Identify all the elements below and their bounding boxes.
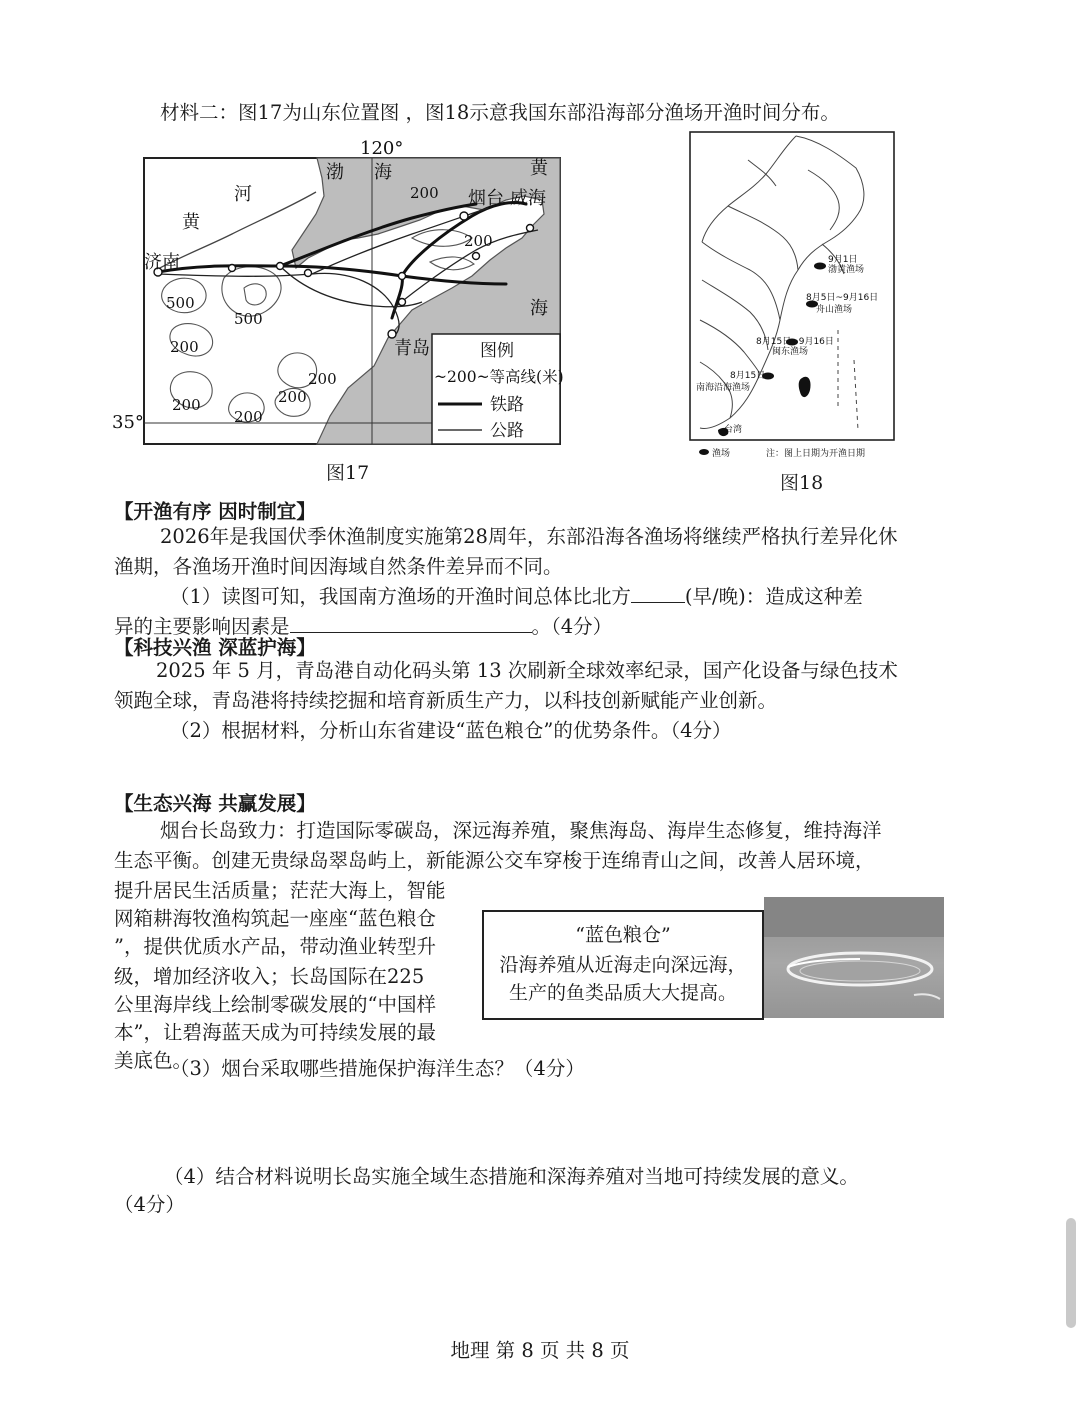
fishery-name: 渤黄渔场 [828,265,865,275]
paragraph-line: ”，提供优质水产品，带动渔业转型升 [114,935,436,958]
map-legend [432,334,564,444]
paragraph-line: 级，增加经济收入；长岛国际在225 [114,965,425,988]
figure-17-caption: 图17 [326,462,370,484]
fish-cage-photo [764,897,944,1018]
paragraph-line: 2026年是我国伏季休渔制度实施第28周年，东部沿海各渔场将继续严格执行差异化休 [160,525,898,548]
contour-label: 500 [234,310,263,328]
paragraph-line: 2025 年 5 月，青岛港自动化码头第 13 次刷新全球效率纪录，国产化设备与绿色技术 [156,659,898,682]
city-label-yantai: 烟台 [468,188,504,209]
question-3-text: （3）烟台采取哪些措施保护海洋生态？（4分） [170,1057,585,1080]
contour-label: 200 [464,232,493,250]
contour-label: 200 [308,370,337,388]
sea-label: 渤 [326,162,344,183]
sea-label: 黄 [530,158,548,179]
section-heading: 【开渔有序 因时制宜】 [114,500,316,523]
paragraph-line: 网箱耕海牧渔构筑起一座座“蓝色粮仓 [114,907,436,930]
legend-road: 公路 [490,421,524,441]
blue-granary-callout [482,910,764,1020]
paragraph-line: 渔期，各渔场开渔时间因海域自然条件差异而不同。 [114,555,563,578]
answer-blank-early-late[interactable] [631,584,685,603]
callout-line: 沿海养殖从近海走向深远海， [499,954,747,976]
callout-line: 生产的鱼类品质大大提高。 [508,982,737,1004]
question-1-line [170,582,863,612]
fishery-name: 舟山渔场 [816,305,853,315]
paragraph-line: 提升居民生活质量；茫茫大海上，智能 [114,879,446,902]
sea-label: 海 [374,162,392,183]
figure-18-caption: 图18 [780,472,824,494]
map-frame [690,132,894,440]
island-label: 台湾 [724,425,743,435]
contour-label: 200 [172,396,201,414]
contour-label: 200 [234,408,263,426]
question-4-text: （4）结合材料说明长岛实施全域生态措施和深海养殖对当地可持续发展的意义。 [164,1165,859,1188]
paragraph-line: 领跑全球，青岛港将持续挖掘和培育新质生产力，以科技创新赋能产业创新。 [114,689,778,712]
question-1-text: (早/晚)：造成这种差 [684,585,863,608]
fishery-date: 8月5日~9月16日 [806,293,879,303]
lon-label: 120° [360,138,404,159]
city-label-jinan: 济南 [144,252,180,273]
fish-cage-image [764,897,944,1018]
fishery-name: 南海沿海渔场 [696,383,751,393]
vertical-scrollbar[interactable] [1066,1218,1076,1328]
question-1-text: （1）读图可知，我国南方渔场的开渔时间总体比北方 [170,585,631,608]
figure-17-shandong-map [112,138,564,450]
paragraph-line: 生态平衡。创建无贵绿岛翠岛屿上，新能源公交车穿梭于连绵青山之间，改善人居环境， [114,849,875,872]
lat-label: 35° [112,412,144,433]
river-label: 黄 [182,212,200,233]
contour-label: 500 [166,294,195,312]
fishery-legend-note: 注：图上日期为开渔日期 [766,449,866,459]
contour-label: 200 [278,388,307,406]
city-label-qingdao: 青岛 [394,338,430,359]
legend-contour: ~200~等高线(米) [434,368,564,386]
sea-label: 海 [530,298,548,319]
contour-label: 200 [410,184,439,202]
figure-18-fishery-map [688,130,896,460]
paragraph-line: 美底色。 [114,1049,193,1072]
question-2-text: （2）根据材料，分析山东省建设“蓝色粮仓”的优势条件。（4分） [170,719,732,742]
contour-label: 200 [170,338,199,356]
city-label-weihai: 威海 [510,188,546,209]
legend-title: 图例 [480,341,514,361]
paragraph-line: 本”，让碧海蓝天成为可持续发展的最 [114,1021,436,1044]
callout-title: “蓝色粮仓” [575,924,671,946]
section-heading: 【生态兴海 共赢发展】 [114,792,316,815]
river-label: 河 [234,184,252,205]
question-4-points: （4分） [114,1193,185,1216]
paragraph-line: 公里海岸线上绘制零碳发展的“中国样 [114,993,436,1016]
fishery-name: 闽东渔场 [772,347,809,357]
fishery-date: 8月15日~9月16日 [756,337,834,347]
paragraph-line: 烟台长岛致力：打造国际零碳岛，深远海养殖，聚焦海岛、海岸生态修复，维持海洋 [160,819,882,842]
fishery-legend-label: 渔场 [712,449,731,459]
fishery-legend-icon [699,449,709,455]
question-1-text: 。（4分） [531,615,613,638]
page-footer: 地理 第 8 页 共 8 页 [450,1339,630,1362]
fishery-date: 9月1日 [828,255,858,265]
legend-railway: 铁路 [490,395,524,415]
question-1-text: 异的主要影响因素是 [114,615,290,638]
answer-blank-factor[interactable] [290,614,532,633]
section-heading: 【科技兴渔 深蓝护海】 [114,636,316,659]
fishery-date: 8月15日 [730,371,766,381]
material-2-intro: 材料二：图17为山东位置图 ，图18示意我国东部沿海部分渔场开渔时间分布。 [160,101,840,124]
